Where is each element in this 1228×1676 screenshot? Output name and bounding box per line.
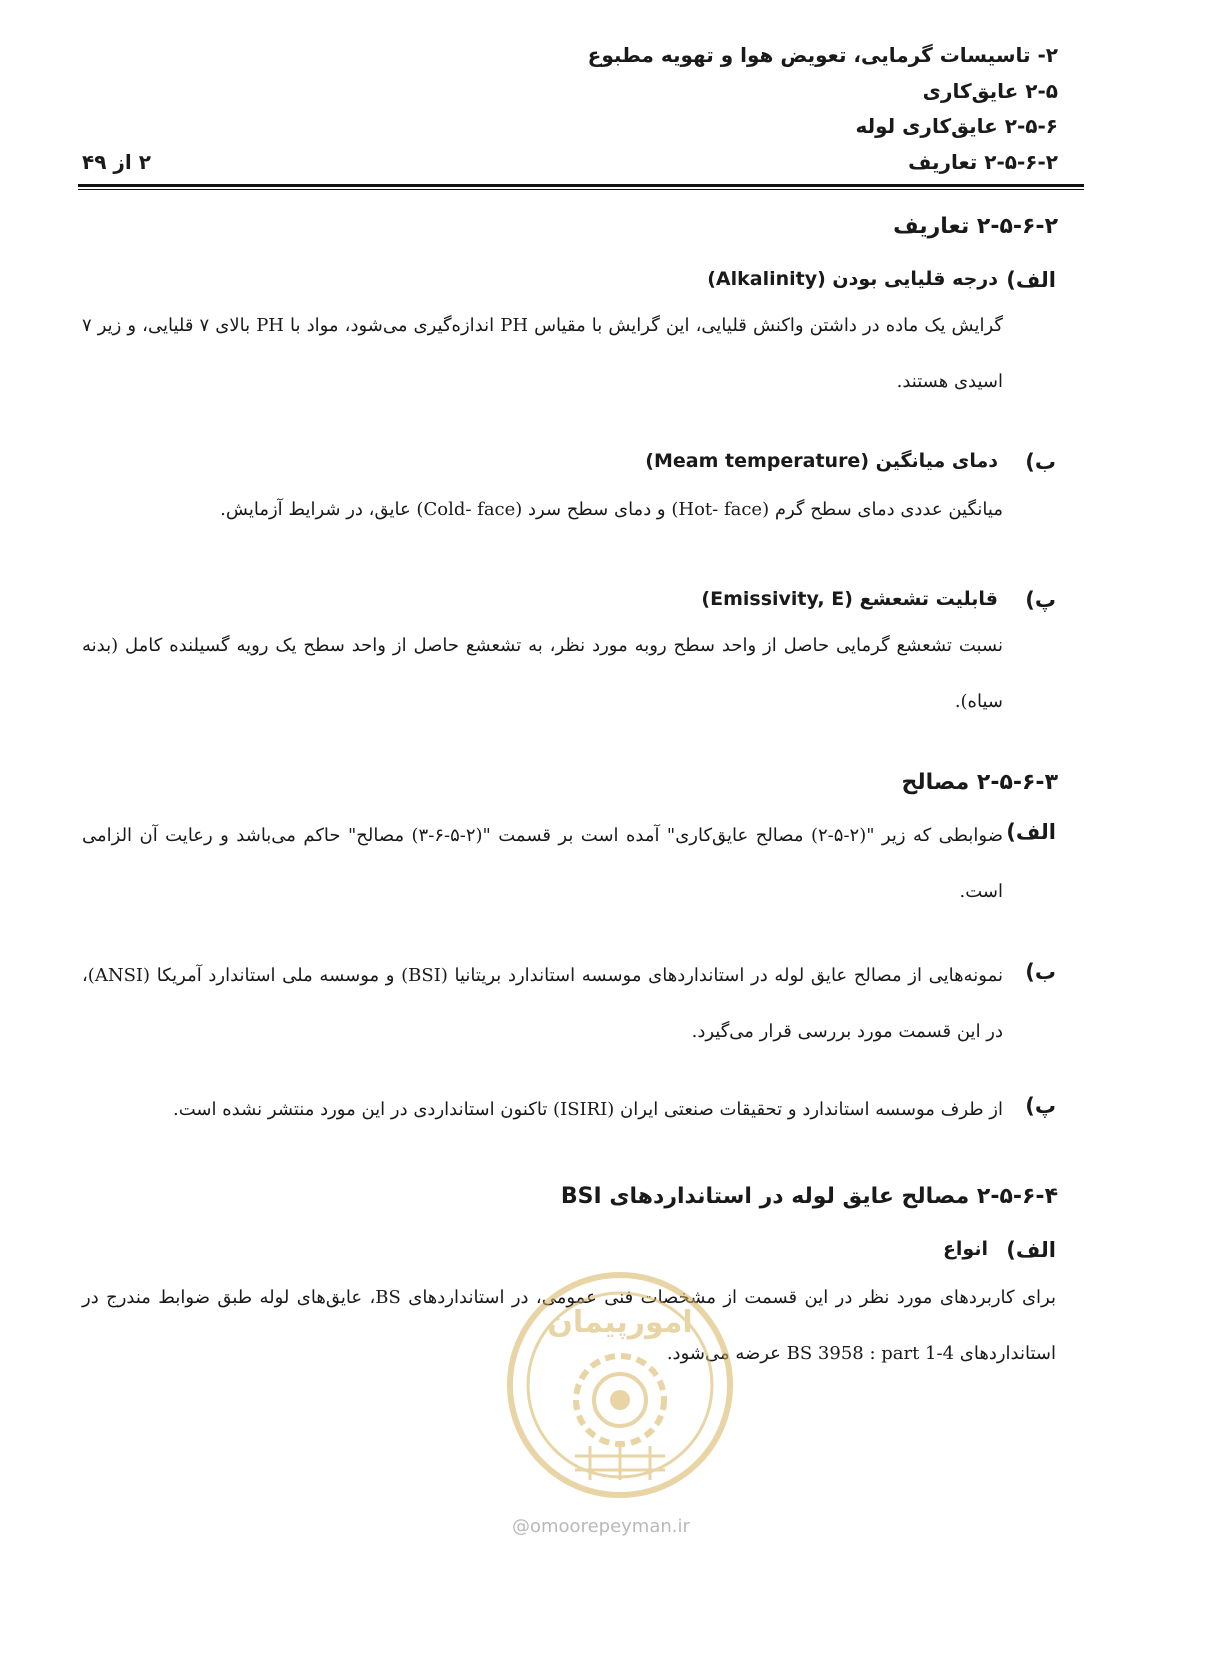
item-label: الف) (1006, 1238, 1056, 1262)
header-divider-thin (78, 189, 1084, 190)
item-title: انواع (942, 1238, 988, 1260)
item-title: قابلیت تشعشع (Emissivity, E) (701, 588, 998, 610)
item-body: ضوابطی که زیر "(۲-۵-۲) مصالح عایق‌کاری" آمده است بر قسمت "(۲-۵-۶-۳) مصالح" حاکم می‌باشد و رعایت آن الزامی است. (82, 825, 1004, 902)
item-label: ب) (1025, 450, 1056, 474)
item-label: الف) (1006, 820, 1056, 844)
section-heading-materials: ۲-۵-۶-۳ مصالح (901, 770, 1058, 795)
item-label: پ) (1025, 588, 1056, 612)
item-label: ب) (1025, 960, 1056, 984)
item-title: دمای میانگین (Meam temperature) (645, 450, 998, 472)
item-body: نسبت تشعشع گرمایی حاصل از واحد سطح روبه مورد نظر، به تشعشع حاصل از واحد سطح یک رویه گسیلنده کامل (بدنه سیاه). (82, 635, 1003, 712)
item-body: از طرف موسسه استاندارد و تحقیقات صنعتی ایران (ISIRI) تاکنون استانداردی در این مورد منتشر نشده است. (173, 1099, 1003, 1120)
item-title: درجه قلیایی بودن (Alkalinity) (707, 268, 998, 290)
header-topic: ۲-۵-۶-۲ تعاریف (908, 150, 1058, 174)
header-subsection: ۲-۵-۶ عایق‌کاری لوله (855, 114, 1058, 138)
item-label: پ) (1025, 1094, 1056, 1118)
svg-text:امورپیمان: امورپیمان (547, 1305, 693, 1340)
item-body: میانگین عددی دمای سطح گرم (Hot- face) و دمای سطح سرد (Cold- face) عایق، در شرایط آزمایش. (220, 499, 1003, 520)
header-chapter: ۲- تاسیسات گرمایی، تعویض هوا و تهویه مطبوع (587, 43, 1058, 67)
section-heading-bsi-materials: ۲-۵-۶-۴ مصالح عایق لوله در استانداردهای BSI (560, 1184, 1058, 1209)
item-label: الف) (1006, 268, 1056, 292)
header-section: ۲-۵ عایق‌کاری (922, 79, 1058, 103)
watermark-url: @omoorepeyman.ir (512, 1516, 690, 1537)
item-body: برای کاربردهای مورد نظر در این قسمت از مشخصات فنی عمومی، در استانداردهای BS، عایق‌های لوله طبق ضوابط مندرج در استانداردهای BS 3958 : part 1-4 عرضه می‌شود. (82, 1287, 1056, 1364)
section-heading-definitions: ۲-۵-۶-۲ تعاریف (893, 214, 1058, 239)
page-number: ۲ از ۴۹ (82, 150, 151, 174)
header-divider-thick (78, 184, 1084, 187)
watermark-seal-icon (505, 1270, 735, 1500)
item-body: گرایش یک ماده در داشتن واکنش قلیایی، این گرایش با مقیاس PH اندازه‌گیری می‌شود، مواد با PH بالای ۷ قلیایی، و زیر ۷ اسیدی هستند. (82, 315, 1004, 392)
item-body: نمونه‌هایی از مصالح عایق لوله در استانداردهای موسسه استاندارد بریتانیا (BSI) و موسسه ملی استاندارد آمریکا (ANSI)، در این قسمت مورد بررسی قرار می‌گیرد. (82, 965, 1004, 1042)
